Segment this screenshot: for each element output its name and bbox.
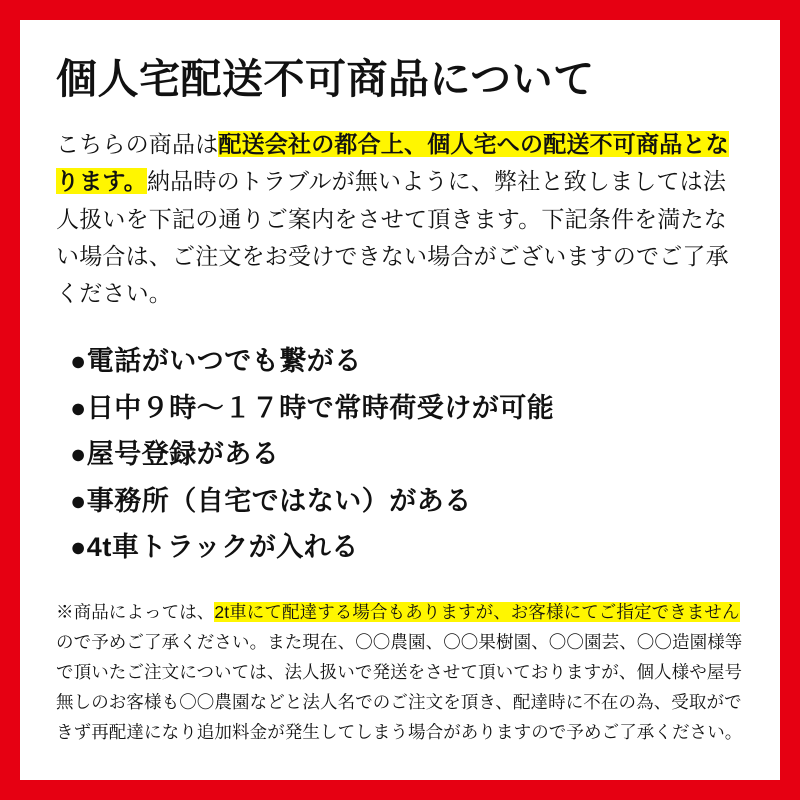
footnote-rest: ので予めご了承ください。また現在、〇〇農園、〇〇果樹園、〇〇園芸、〇〇造園様等で頂いたご注文については、法人扱いで発送をさせて頂いておりますが、個人様や屋号無しのお客様も〇〇農園などと法人名でのご注文を頂き、配達時に不在の為、受取ができず再配達になり追加料金が発生してしまう場合がありますので予めご了承ください。	[56, 631, 743, 742]
page-title: 個人宅配送不可商品について	[56, 56, 595, 102]
footnote-highlight: 2t車にて配達する場合もありますが、お客様にてご指定できません	[214, 601, 740, 622]
notice-card	[20, 20, 780, 780]
list-item: ●屋号登録がある	[70, 439, 280, 470]
list-item: ●電話がいつでも繋がる	[70, 346, 362, 377]
intro-lead: こちらの商品は	[56, 131, 219, 158]
list-item: ●事務所（自宅ではない）がある	[70, 485, 472, 516]
intro-rest: 納品時のトラブルが無いように、弊社と致しましては法人扱いを下記の通りご案内をさせて頂きます。下記条件を満たない場合は、ご注文をお受けできない場合がございますのでご了承ください。	[56, 168, 729, 307]
conditions-list	[56, 338, 744, 570]
intro-paragraph	[56, 126, 744, 312]
intro-highlight: 配送会社の都合上、個人宅への配送不可商品となります。	[56, 131, 729, 195]
list-item: ●日中９時～１７時で常時荷受けが可能	[70, 392, 555, 423]
footnote-prefix: ※商品によっては、	[56, 601, 215, 622]
list-item: ●4t車トラックが入れる	[70, 532, 359, 563]
footnote-paragraph	[56, 597, 744, 747]
